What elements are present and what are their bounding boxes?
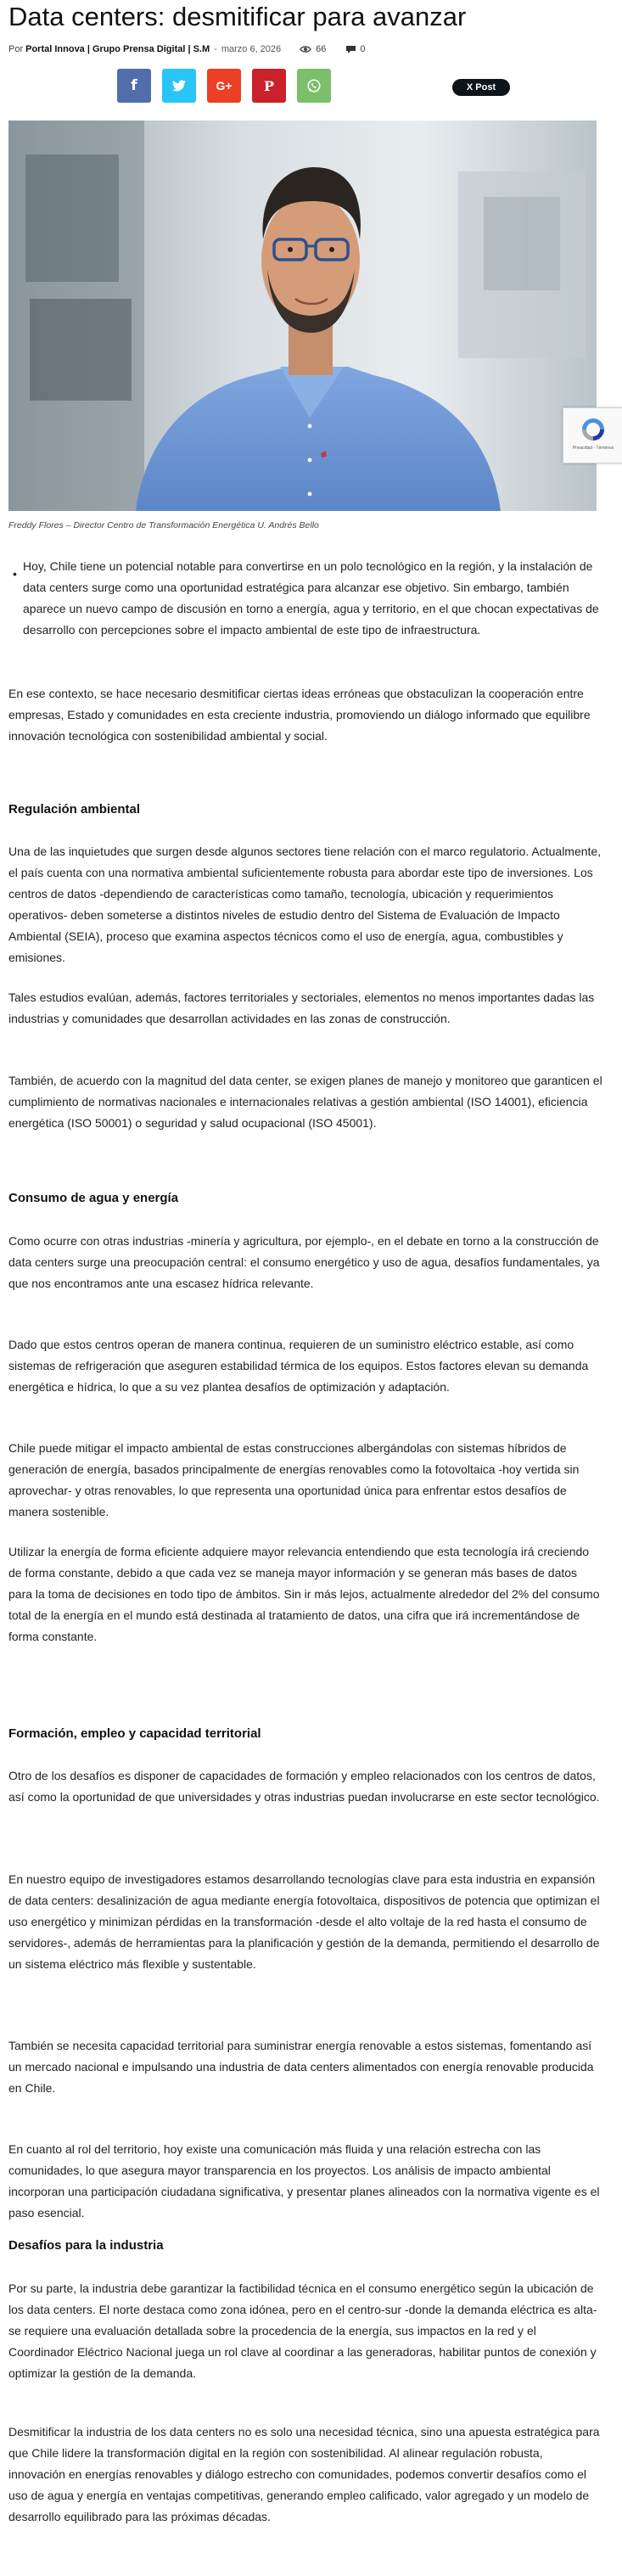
author-link[interactable]: Portal Innova | Grupo Prensa Digital | S.M [25,44,210,54]
article-title: Data centers: desmitificar para avanzar [8,2,467,31]
whatsapp-share-button[interactable] [297,69,331,103]
pinterest-share-button[interactable] [252,69,286,103]
x-post-label: X Post [466,82,496,93]
paragraph: Tales estudios evalúan, además, factores territoriales y sectoriales, elementos no menos importantes dadas las industrias y comunidades que desarrollan actividades en las zonas de construcción. [8,991,595,1025]
meta-separator: - [214,44,217,54]
paragraph: Utilizar la energía de forma eficiente adquiere mayor relevancia entendiendo que esta tecnología irá creciendo de forma constante, debido a que cada vez se maneja mayor información y se generan más bases de datos para la toma de decisiones en todo tipo de ámbitos. Sin ir más lejos, actualmente alrededor del 2% del consumo total de la energía en el mundo está destinada al tratamiento de datos, una cifra que irá incrementándose de forma constante. [8,1545,600,1643]
google-plus-share-button[interactable] [207,69,241,103]
twitter-icon [172,80,186,92]
whatsapp-icon [306,78,322,93]
facebook-icon: f [131,77,137,94]
portrait-image [8,121,597,511]
pinterest-icon: P [263,77,275,94]
intro-paragraph: En ese contexto, se hace necesario desmitificar ciertas ideas erróneas que obstaculizan la cooperación entre empresas, Estado y comunidades en esta creciente industria, promoviendo un diálogo informado que equilibre innovación tecnológica con sostenibilidad ambiental y social. [8,687,591,743]
photo-caption: Freddy Flores – Director Centro de Transformación Energética U. Andrés Bello [8,520,319,530]
recaptcha-badge[interactable] [563,407,622,463]
x-post-button[interactable] [452,79,510,96]
by-prefix: Por [8,44,24,54]
google-plus-icon: G+ [216,79,233,93]
paragraph: Una de las inquietudes que surgen desde algunos sectores tiene relación con el marco regulatorio. Actualmente, el país cuenta con una normativa ambiental suficientemente robusta para abordar este tipo de inversiones. Los centros de datos -dependiendo de características como tamaño, tecnología, ubicación y requerimientos operativos- deben someterse a distintos niveles de estudio dentro del Sistema de Evaluación de Impacto Ambiental (SEIA), proceso que examina aspectos técnicos como el uso de energía, agua, combustibles y emisiones. [8,845,602,964]
section-heading-desafios: Desafíos para la industria [8,2238,164,2253]
paragraph: También se necesita capacidad territorial para suministrar energía renovable a estos sistemas, fomentando así un mercado nacional e impulsando una industria de data centers alimentados con energía renovable producida en Chile. [8,2039,594,2095]
paragraph: Chile puede mitigar el impacto ambiental de estas construcciones albergándolas con sistemas híbridos de generación de energía, basados principalmente de energías renovables como la fotovoltaica -hoy vertida sin aprovechar- y otras renovables, lo que representa una oportunidad única para enfrentar estos desafíos de manera sostenible. [8,1441,580,1518]
section-heading-formacion: Formación, empleo y capacidad territorial [8,1726,261,1741]
section-heading-agua-energia: Consumo de agua y energía [8,1191,179,1205]
paragraph: En nuestro equipo de investigadores estamos desarrollando tecnologías clave para esta industria en expansión de data centers: desalinización de agua mediante energía fotovoltaica, dispositivos de potencia que optimizan el uso energético y minimizan pérdidas en la transformación -desde el alto voltaje de la red hasta el consumo de servidores-, además de herramientas para la planificación y gestión de la demanda, permitiendo el desarrollo de un sistema eléctrico más flexible y sustentable. [8,1872,600,1971]
comment-icon [346,46,356,53]
section-heading-regulacion: Regulación ambiental [8,802,141,817]
comment-count[interactable]: 0 [360,44,366,54]
paragraph: Por su parte, la industria debe garantizar la factibilidad técnica en el consumo energético según la ubicación de los data centers. El norte destaca como zona idónea, pero en el centro-sur -donde la demanda eléctrica es alta- se requiere una evaluación detallada sobre la procedencia de la energía, sus impactos en la red y el Coordinador Eléctrico Nacional juega un rol clave al coordinar a las generadoras, habilitar puntos de conexión y optimizar la gestión de la demanda. [8,2281,597,2380]
paragraph: También, de acuerdo con la magnitud del data center, se exigen planes de manejo y monitoreo que garanticen el cumplimiento de normativas nacionales e internacionales relativas a gestión ambiental (ISO 14001), eficiencia energética (ISO 50001) o seguridad y salud ocupacional (ISO 45001). [8,1074,602,1130]
bullet-marker: • [13,567,17,581]
publish-date: marzo 6, 2026 [221,44,282,54]
recaptcha-links[interactable]: Privacidad - Términos [572,446,614,451]
paragraph: Otro de los desafíos es disponer de capacidades de formación y empleo relacionados con los centros de datos, así como la oportunidad de que universidades y otras industrias puedan involucrarse en este sector tecnológico. [8,1769,600,1804]
paragraph: Desmitificar la industria de los data centers no es solo una necesidad técnica, sino una apuesta estratégica para que Chile lidere la transformación digital en la región con sostenibilidad. Al alinear regulación robusta, innovación en energías renovables y diálogo estrecho con comunidades, podemos convertir desafíos como el uso de agua y energía en ventajas competitivas, generando empleo calificado, valor agregado y un modelo de desarrollo equilibrado para las próximas décadas. [8,2425,600,2523]
paragraph: Dado que estos centros operan de manera continua, requieren de un suministro eléctrico estable, así como sistemas de refrigeración que aseguren estabilidad térmica de los equipos. Estos factores elevan su demanda energética e hídrica, lo que a su vez plantea desafíos de optimización y adaptación. [8,1338,589,1394]
view-count: 66 [316,44,327,54]
recaptcha-icon [579,415,608,444]
article-photo [8,121,597,511]
eye-icon [300,45,311,53]
twitter-share-button[interactable] [162,69,196,103]
paragraph: En cuanto al rol del territorio, hoy existe una comunicación más fluida y una relación estrecha con las comunidades, lo que asegura mayor transparencia en los proyectos. Los análisis de impacto ambiental incorporan una participación ciudadana significativa, y presentar planes alineados con la normativa vigente es el paso esencial. [8,2142,600,2220]
facebook-share-button[interactable] [117,69,151,103]
paragraph: Como ocurre con otras industrias -minería y agricultura, por ejemplo-, en el debate en torno a la construcción de data centers surge una preocupación central: el consumo energético y uso de agua, desafíos fundamentales, ya que nos encontramos ante una escasez hídrica relevante. [8,1234,600,1290]
lead-bullet-paragraph: Hoy, Chile tiene un potencial notable para convertirse en un polo tecnológico en la región, y la instalación de data centers surge como una oportunidad estratégica para alcanzar ese objetivo. Sin embargo, también aparece un nuevo campo de discusión en torno a energía, agua y territorio, en el que chocan expectativas de desarrollo con percepciones sobre el impacto ambiental de este tipo de infraestructura. [23,559,599,637]
article-meta [8,42,366,56]
